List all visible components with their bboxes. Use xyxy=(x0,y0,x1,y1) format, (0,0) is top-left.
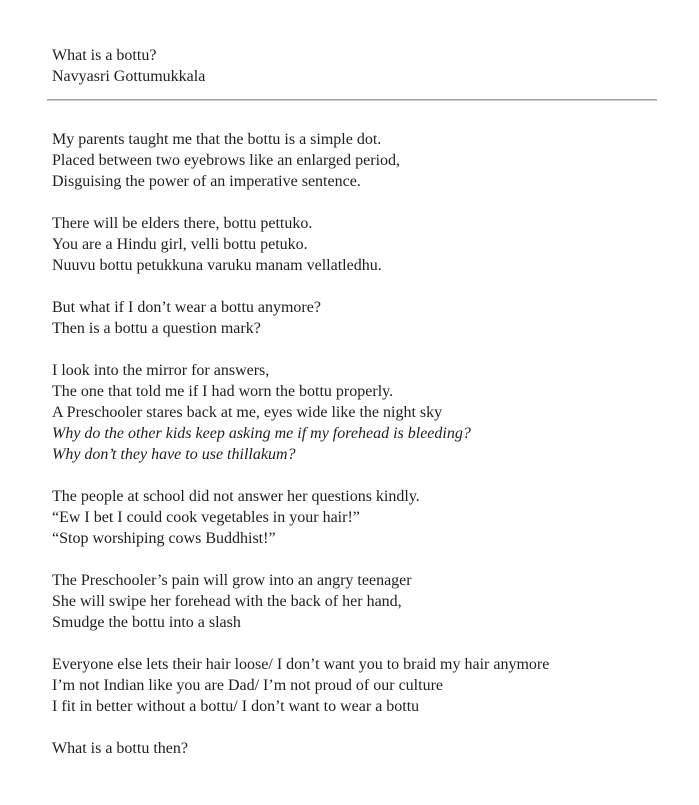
poem-line: Then is a bottu a question mark? xyxy=(52,320,261,337)
stanza-6 xyxy=(52,570,659,633)
horizontal-rule xyxy=(47,99,657,101)
poem-line: The one that told me if I had worn the bottu properly. xyxy=(52,383,394,400)
poem-line: You are a Hindu girl, velli bottu petuko. xyxy=(52,236,308,253)
poem-line: I look into the mirror for answers, xyxy=(52,362,270,379)
poem-line: “Ew I bet I could cook vegetables in your hair!” xyxy=(52,509,360,526)
poem-line: Smudge the bottu into a slash xyxy=(52,614,241,631)
poem-author: Navyasri Gottumukkala xyxy=(52,68,206,85)
stanza-4 xyxy=(52,360,659,465)
poem-line: The Preschooler’s pain will grow into an angry teenager xyxy=(52,572,412,589)
poem-line: There will be elders there, bottu pettuko. xyxy=(52,215,313,232)
poem-line: I’m not Indian like you are Dad/ I’m not proud of our culture xyxy=(52,677,443,694)
poem-line: What is a bottu then? xyxy=(52,740,188,757)
poem-line-italic: Why don’t they have to use thillakum? xyxy=(52,446,296,463)
poem-line: Everyone else lets their hair loose/ I don’t want you to braid my hair anymore xyxy=(52,656,550,673)
poem-line: But what if I don’t wear a bottu anymore? xyxy=(52,299,321,316)
title-block xyxy=(52,45,659,87)
poem-line: Disguising the power of an imperative sentence. xyxy=(52,173,361,190)
poem-body xyxy=(52,129,659,759)
poem-line: She will swipe her forehead with the back of her hand, xyxy=(52,593,402,610)
poem-line: A Preschooler stares back at me, eyes wide like the night sky xyxy=(52,404,443,421)
poem-line: I fit in better without a bottu/ I don’t want to wear a bottu xyxy=(52,698,420,715)
poem-line: My parents taught me that the bottu is a simple dot. xyxy=(52,131,382,148)
stanza-1 xyxy=(52,129,659,192)
stanza-7 xyxy=(52,654,659,717)
poem-line: Nuuvu bottu petukkuna varuku manam vellatledhu. xyxy=(52,257,382,274)
stanza-5 xyxy=(52,486,659,549)
poem-line: The people at school did not answer her questions kindly. xyxy=(52,488,420,505)
stanza-2 xyxy=(52,213,659,276)
poem-line-italic: Why do the other kids keep asking me if my forehead is bleeding? xyxy=(52,425,471,442)
stanza-3 xyxy=(52,297,659,339)
poem-line: Placed between two eyebrows like an enlarged period, xyxy=(52,152,401,169)
poem-line: “Stop worshiping cows Buddhist!” xyxy=(52,530,276,547)
poem-title: What is a bottu? xyxy=(52,47,157,64)
stanza-8 xyxy=(52,738,659,759)
